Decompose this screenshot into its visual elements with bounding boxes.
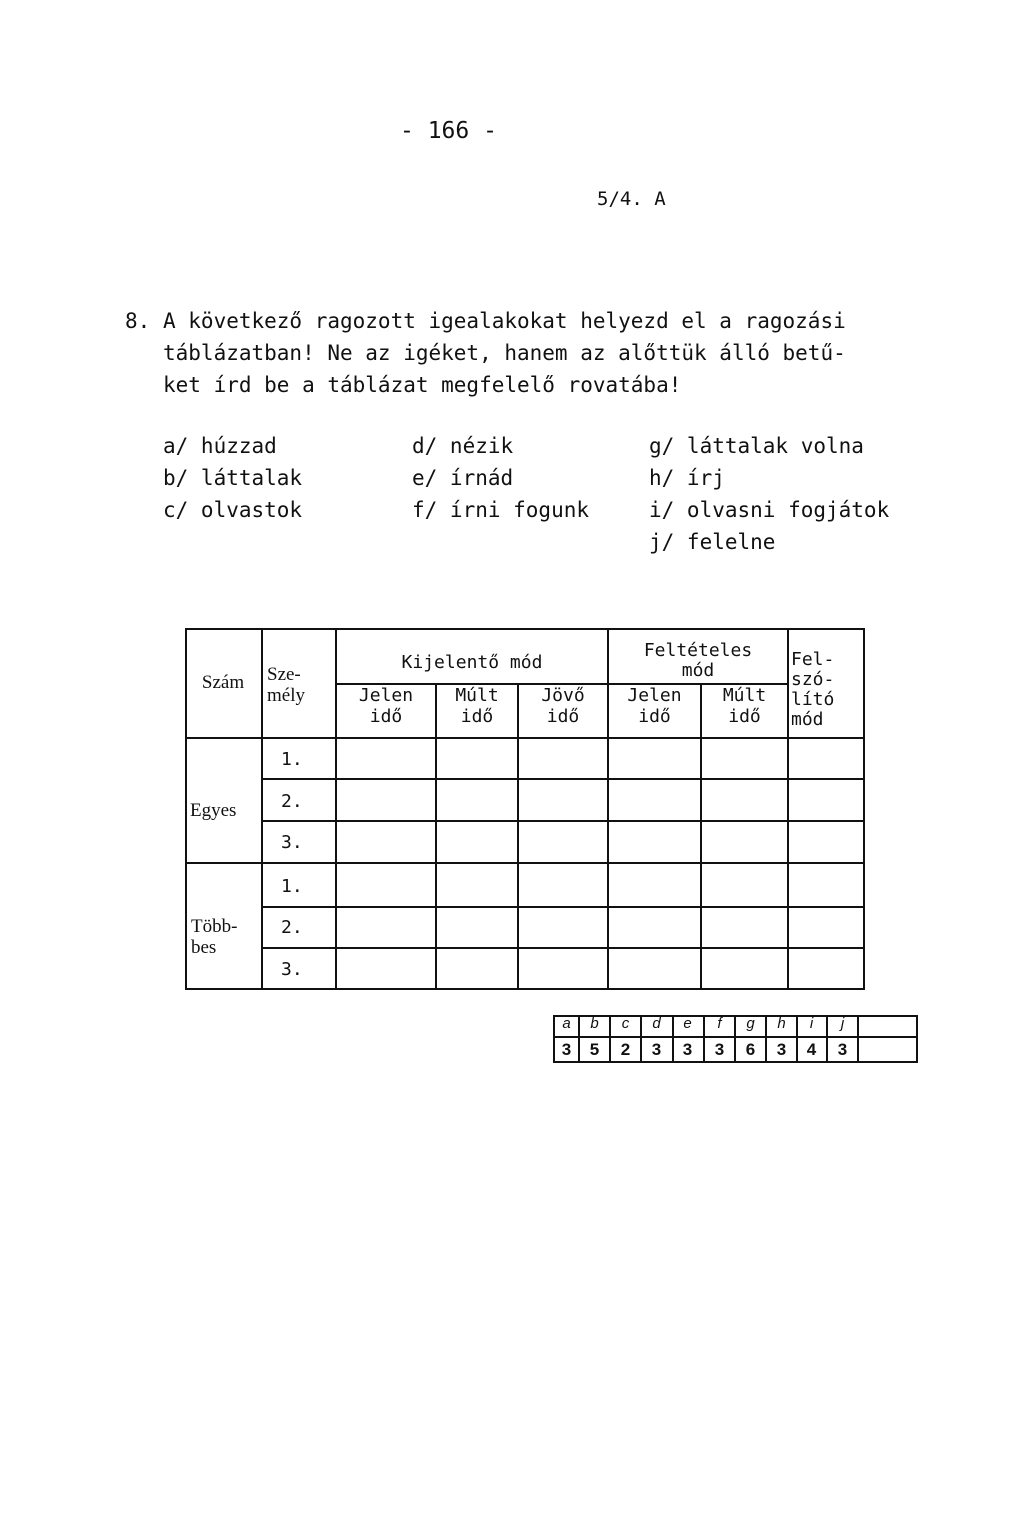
header-felszolito-mod: Fel- szó- lító mód (791, 649, 835, 730)
key-number: 2 (620, 1040, 631, 1059)
table-border (185, 628, 865, 630)
header-szam: Szám (201, 672, 245, 693)
key-number: 3 (682, 1040, 693, 1059)
header-kij-mult: Múlt idő (455, 685, 499, 727)
key-letter: a (562, 1015, 571, 1032)
table-rule (261, 778, 865, 780)
table-rule (185, 737, 865, 739)
key-number: 3 (714, 1040, 725, 1059)
section-code: 5/4. A (597, 188, 666, 210)
key-number: 4 (806, 1040, 817, 1059)
key-letter: j (840, 1015, 845, 1032)
table-rule (261, 947, 865, 949)
key-letter: e (683, 1015, 692, 1032)
person-number: 2. (281, 791, 303, 812)
table-rule (607, 628, 609, 990)
key-number: 3 (561, 1040, 572, 1059)
header-kij-jelen: Jelen idő (358, 685, 414, 727)
key-letter: i (809, 1015, 814, 1032)
verb-item: c/ olvastok (163, 498, 303, 522)
verb-item: g/ láttalak volna (649, 434, 864, 458)
verb-item: h/ írj (649, 466, 725, 490)
key-number: 3 (837, 1040, 848, 1059)
verb-item: a/ húzzad (163, 434, 277, 458)
verb-item: j/ felelne (649, 530, 776, 554)
task-line: táblázatban! Ne az igéket, hanem az alőttük álló betű- (163, 341, 846, 365)
table-rule (261, 820, 865, 822)
verb-item: f/ írni fogunk (412, 498, 590, 522)
row-tobbes: Több- bes (191, 916, 238, 958)
table-rule (700, 683, 702, 990)
key-number: 3 (651, 1040, 662, 1059)
verb-item: i/ olvasni fogjátok (649, 498, 890, 522)
key-border (916, 1015, 918, 1063)
header-felt-mult: Múlt idő (722, 685, 767, 727)
person-number: 3. (281, 832, 303, 853)
task-instructions (125, 305, 903, 401)
table-rule (517, 683, 519, 990)
key-number: 3 (776, 1040, 787, 1059)
person-number: 3. (281, 959, 303, 980)
conjugation-table (185, 628, 865, 990)
verb-item: b/ láttalak (163, 466, 303, 490)
table-border (185, 988, 865, 990)
key-border (609, 1015, 611, 1063)
key-border (765, 1015, 767, 1063)
key-letter: f (717, 1015, 722, 1032)
person-number: 1. (281, 876, 303, 897)
table-rule (185, 862, 865, 864)
key-letter: d (652, 1015, 661, 1032)
key-letter: h (777, 1015, 786, 1032)
verb-item: e/ írnád (412, 466, 514, 490)
verb-list-column-3 (649, 430, 889, 558)
verb-item: d/ nézik (412, 434, 514, 458)
key-letter: g (746, 1015, 755, 1032)
header-kijelento-mod: Kijelentő mód (401, 652, 543, 673)
task-line: A következő ragozott igealakokat helyezd el a ragozási (163, 309, 846, 333)
person-number: 2. (281, 917, 303, 938)
key-border (703, 1015, 705, 1063)
key-letter: c (621, 1015, 630, 1032)
answer-key (553, 1015, 918, 1063)
table-rule (435, 683, 437, 990)
key-border (857, 1015, 859, 1063)
key-border (826, 1015, 828, 1063)
header-felteteles-mod: Feltételes mód (643, 640, 753, 681)
key-border (796, 1015, 798, 1063)
verb-list-column-1 (163, 430, 302, 526)
row-egyes: Egyes (190, 800, 237, 821)
key-border (640, 1015, 642, 1063)
page-number: - 166 - (400, 118, 497, 144)
header-szemely: Sze- mély (267, 664, 305, 706)
key-letter: b (590, 1015, 599, 1032)
key-number: 6 (745, 1040, 756, 1059)
table-rule (261, 906, 865, 908)
person-number: 1. (281, 749, 303, 770)
key-border (734, 1015, 736, 1063)
header-felt-jelen: Jelen idő (627, 685, 682, 727)
key-number: 5 (589, 1040, 600, 1059)
task-number: 8. (125, 309, 151, 333)
key-border (672, 1015, 674, 1063)
header-kij-jovo: Jövő idő (541, 685, 585, 727)
task-line: ket írd be a táblázat megfelelő rovatába! (163, 373, 682, 397)
verb-list-column-2 (412, 430, 589, 526)
